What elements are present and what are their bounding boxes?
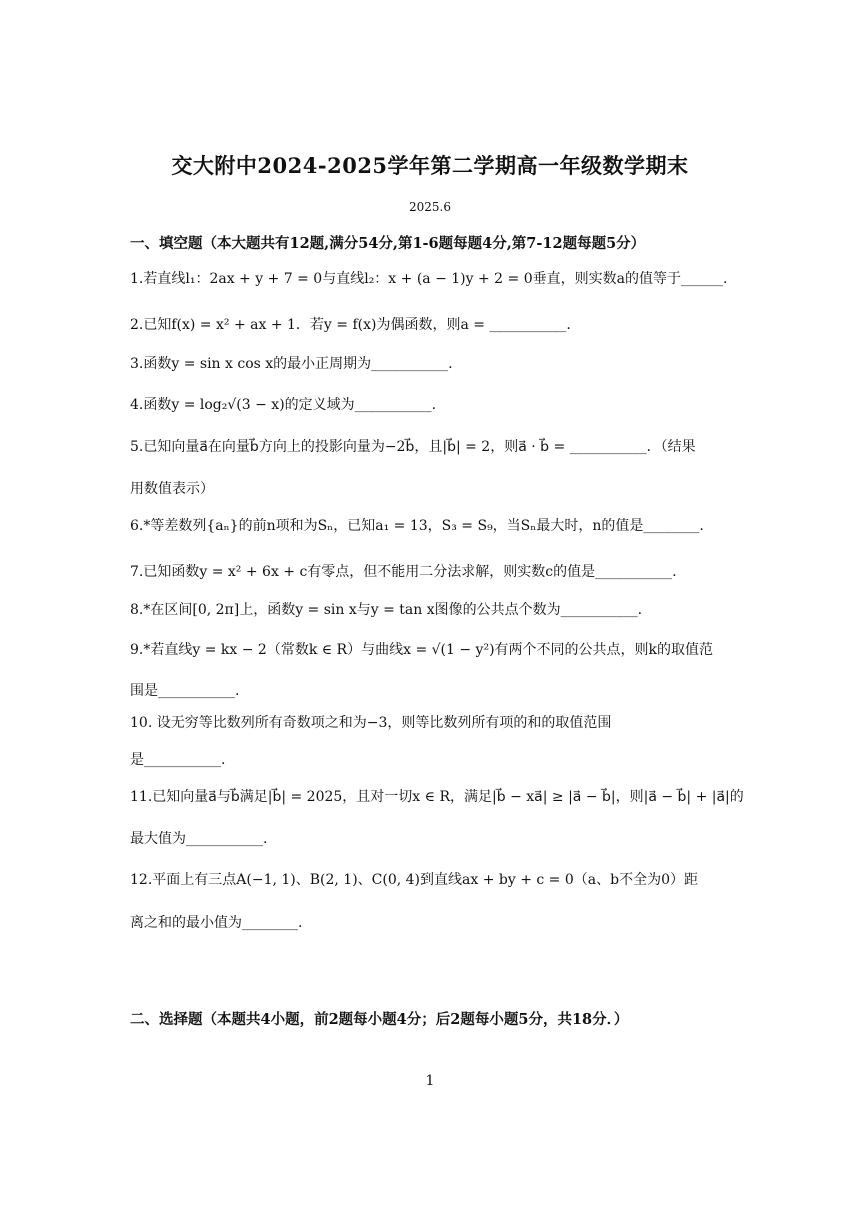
question-10: 10. 设无穷等比数列所有奇数项之和为−3，则等比数列所有项的和的取值范围: [130, 715, 612, 731]
section-1-heading: 一、填空题（本大题共有12题,满分54分,第1-6题每题4分,第7-12题每题5分）: [130, 235, 646, 252]
exam-title: 交大附中2024-2025学年第二学期高一年级数学期末: [171, 153, 689, 178]
question-9: 9.*若直线y = kx − 2（常数k ∈ R）与曲线x = √(1 − y²)有两个不同的公共点，则k的取值范: [130, 642, 714, 658]
section-2-heading: 二、选择题（本题共4小题，前2题每小题4分；后2题每小题5分，共18分．）: [130, 1011, 629, 1028]
question-9-continued: 围是___________.: [130, 683, 240, 699]
page-number: 1: [425, 1073, 435, 1089]
question-3: 3.函数y = sin x cos x的最小正周期为___________.: [130, 356, 453, 372]
question-11: 11.已知向量a⃗与b⃗满足|b⃗| = 2025，且对一切x ∈ R，满足|b⃗ − xa⃗| ≥ |a⃗ − b⃗|，则|a⃗ − b⃗| + |a⃗|的: [130, 789, 744, 805]
question-6: 6.*等差数列{aₙ}的前n项和为Sₙ，已知a₁ = 13，S₃ = S₉，当Sₙ最大时，n的值是________.: [130, 518, 704, 534]
question-12: 12.平面上有三点A(−1, 1)、B(2, 1)、C(0, 4)到直线ax + by + c = 0（a、b不全为0）距: [130, 872, 698, 888]
question-1: 1.若直线l₁：2ax + y + 7 = 0与直线l₂：x + (a − 1)y + 2 = 0垂直，则实数a的值等于______.: [130, 271, 728, 287]
question-11-continued: 最大值为___________.: [130, 831, 268, 847]
question-4: 4.函数y = log₂√(3 − x)的定义域为___________.: [130, 397, 437, 413]
question-8: 8.*在区间[0, 2π]上，函数y = sin x与y = tan x图像的公共点个数为___________.: [130, 602, 643, 618]
exam-date: 2025.6: [409, 200, 451, 214]
question-12-continued: 离之和的最小值为________.: [130, 915, 303, 931]
question-2: 2.已知f(x) = x² + ax + 1．若y = f(x)为偶函数，则a = ___________.: [130, 317, 571, 333]
question-7: 7.已知函数y = x² + 6x + c有零点，但不能用二分法求解，则实数c的值是___________.: [130, 564, 677, 580]
question-5-continued: 用数值表示）: [130, 481, 214, 497]
question-5: 5.已知向量a⃗在向量b⃗方向上的投影向量为−2b⃗，且|b⃗| = 2，则a⃗ · b⃗ = ___________．（结果: [130, 439, 696, 455]
question-10-continued: 是___________.: [130, 752, 226, 768]
